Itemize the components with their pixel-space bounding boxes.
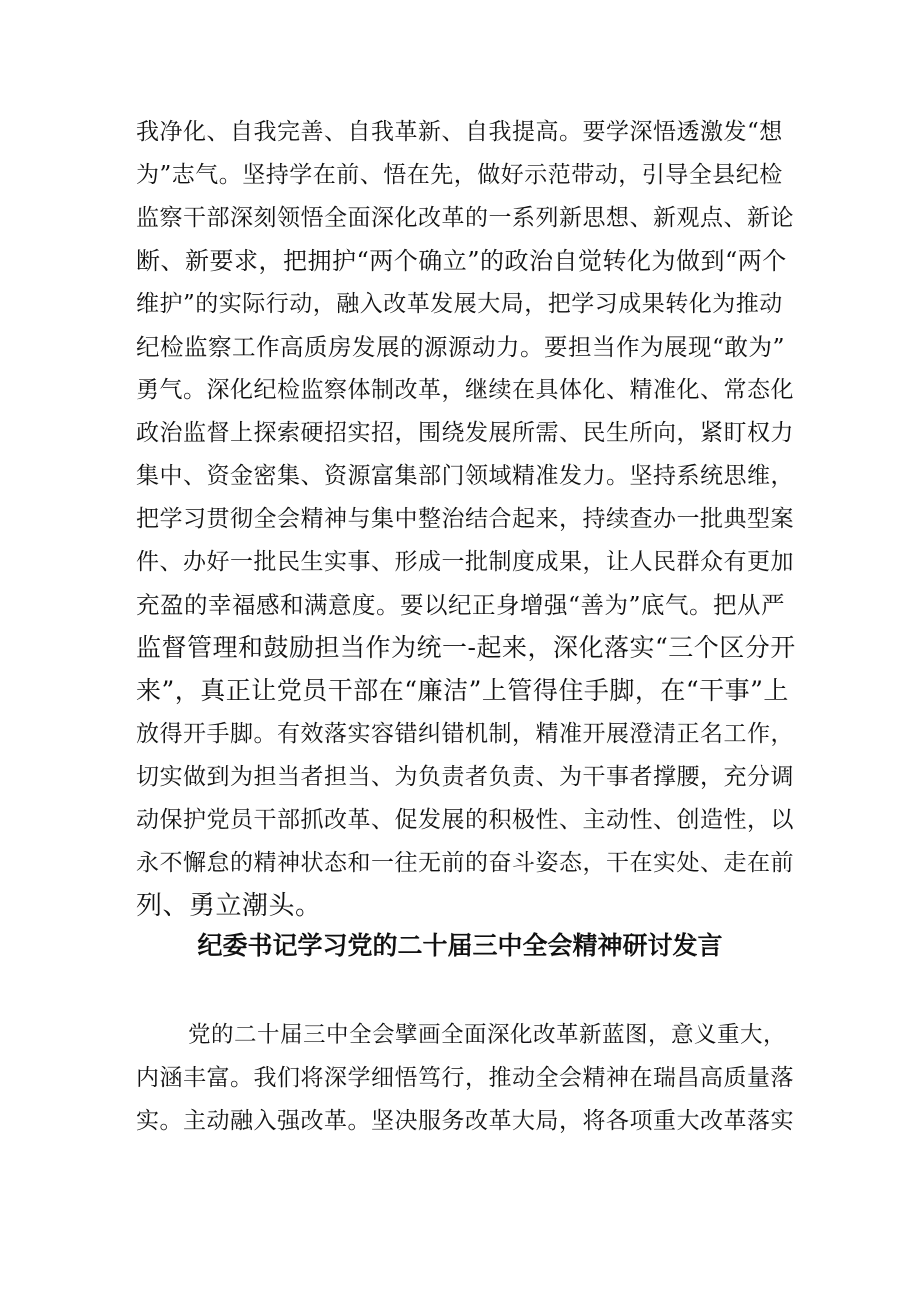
paragraph-line: 实。主动融入强改革。坚决服务改革大局，将各项重大改革落实 (136, 1108, 794, 1134)
section-heading: 纪委书记学习党的二十届三中全会精神研讨发言 (197, 931, 723, 960)
paragraph-line: 断、新要求，把拥护“两个确立”的政治自觉转化为做到“两个 (136, 247, 787, 275)
paragraph-line: 切实做到为担当者担当、为负责者负责、为干事者撑腰，充分调 (136, 764, 794, 790)
paragraph-line: 维护”的实际行动，融入改革发展大局，把学习成果转化为推动 (136, 291, 783, 317)
paragraph-line: 放得开手脚。有效落实容错纠错机制，精准开展澄清正名工作， (136, 721, 794, 747)
paragraph-line: 永不懈怠的精神状态和一往无前的奋斗姿态，干在实处、走在前 (136, 850, 794, 876)
paragraph-line: 来”，真正让党员干部在“廉洁”上管得住手脚，在“干事”上 (136, 676, 789, 705)
paragraph-line: 党的二十届三中全会擘画全面深化改革新蓝图，意义重大， (188, 1022, 787, 1048)
paragraph-line: 纪检监察工作高质房发展的源源动力。要担当作为展现“敢为” (136, 333, 786, 361)
paragraph-line: 列、勇立潮头。 (136, 891, 322, 921)
paragraph-line: 政治监督上探索硬招实招，围绕发展所需、民生所向，紧盯权力 (136, 420, 794, 446)
paragraph-line: 内涵丰富。我们将深学细悟笃行，推动全会精神在瑞昌高质量落 (136, 1065, 794, 1091)
paragraph-line: 我净化、自我完善、自我革新、自我提高。要学深悟透激发“想 (136, 119, 783, 145)
paragraph-line: 监察干部深刻领悟全面深化改革的一系列新思想、新观点、新论 (136, 205, 794, 231)
paragraph-line: 把学习贯彻全会精神与集中整治结合起来，持续查办一批典型案 (136, 506, 794, 532)
paragraph-line: 件、办好一批民生实事、形成一批制度成果，让人民群众有更加 (136, 549, 794, 575)
paragraph-line: 动保护党员干部抓改革、促发展的积极性、主动性、创造性，以 (136, 807, 794, 833)
paragraph-line: 勇气。深化纪检监察体制改革，继续在具体化、精准化、常态化 (136, 377, 794, 403)
paragraph-line: 为”志气。坚持学在前、悟在先，做好示范带动，引导全县纪检 (136, 162, 783, 188)
paragraph-line: 充盈的幸福感和满意度。要以纪正身增强“善为”底气。把从严 (136, 591, 786, 619)
paragraph-line: 集中、资金密集、资源富集部门领域精准发力。坚持系统思维， (136, 463, 794, 489)
paragraph-line: 监督管理和鼓励担当作为统一-起来，深化落实“三个区分开 (136, 633, 796, 662)
